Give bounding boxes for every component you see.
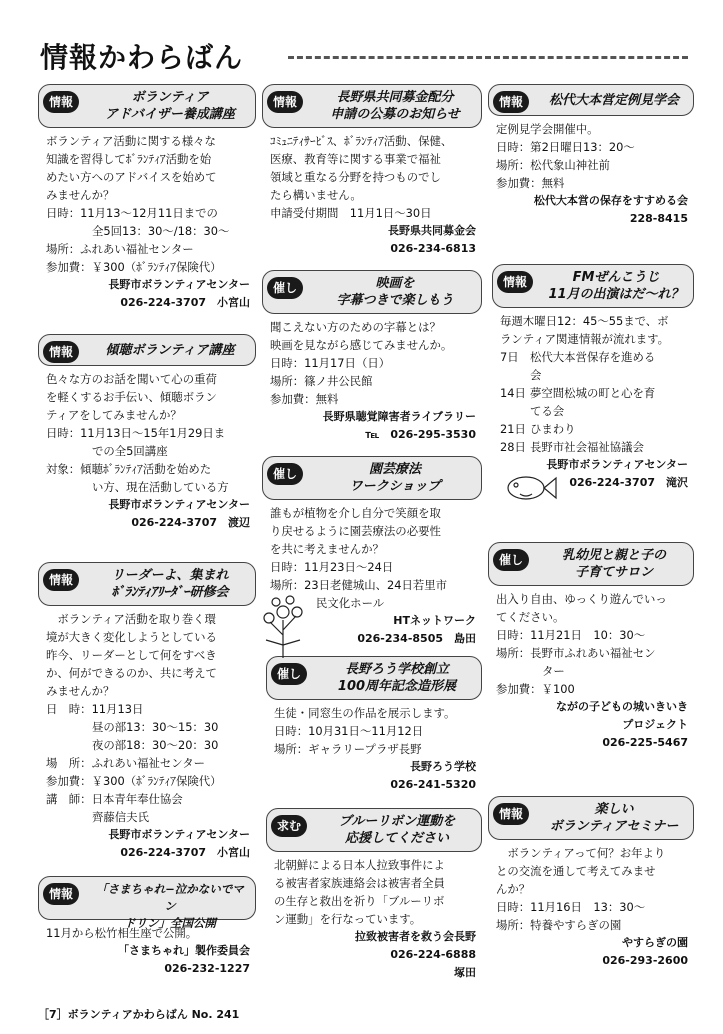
text-line: の生存と救出を祈り「ブルーリボ xyxy=(274,894,445,908)
schedule-row: 28日 長野市社会福祉協議会 xyxy=(500,440,644,454)
text-line: 場所：松代象山神社前 xyxy=(496,158,610,172)
text-line: 知識を習得してﾎﾞﾗﾝﾃｨｱ活動を始 xyxy=(46,152,212,166)
info-badge: 情報 xyxy=(497,271,533,293)
card-leader-training xyxy=(38,562,256,862)
card-title: 映画を 字幕つきで楽しもう xyxy=(336,276,454,308)
schedule-row: 会 xyxy=(530,368,542,382)
text-line: んか？ xyxy=(496,882,531,896)
card-title: 楽しい ボランティアセミナー xyxy=(549,802,679,834)
contact-org: 松代大本営の保存をすすめる会 xyxy=(533,194,688,207)
info-badge: 情報 xyxy=(43,883,79,905)
info-badge: 情報 xyxy=(493,91,529,113)
text-line: 映画を見ながら感じてみませんか。 xyxy=(270,338,453,352)
text-line: 日 時：11月13日 xyxy=(46,702,144,716)
contact-org: 「さまちゃれ」製作委員会 xyxy=(118,944,250,957)
text-line: を軽くするお手伝い、傾聴ボラン xyxy=(46,390,217,404)
info-badge: 情報 xyxy=(43,91,79,113)
text-line: 11月から松竹相生座で公開。 xyxy=(46,926,198,940)
event-badge: 催し xyxy=(271,663,307,685)
card-volunteer-seminar xyxy=(488,796,694,970)
text-line: 場 所：ふれあい福祉センター xyxy=(46,756,206,770)
text-line: 場所：23日老健城山、24日若里市 xyxy=(270,578,448,592)
text-line: 対象：傾聴ﾎﾞﾗﾝﾃｨｱ活動を始めた xyxy=(46,462,212,476)
text-line: 場所：篠ノ井公民館 xyxy=(270,374,373,388)
contact-tel: 026-224-3707 渡辺 xyxy=(131,516,250,529)
text-line: 日時：11月13〜12月11日までの xyxy=(46,206,218,220)
text-line: 医療、教育等に関する事業で福祉 xyxy=(270,152,441,166)
contact-tel: 026-293-2600 xyxy=(602,954,688,967)
text-line: ボランティアって何？お年より xyxy=(496,846,666,860)
contact-tel: 026-234-6813 xyxy=(390,242,476,255)
card-title: 乳幼児と親と子の 子育てサロン xyxy=(561,548,666,580)
text-line: か、何ができるのか、共に考えて xyxy=(46,666,217,680)
event-badge: 催し xyxy=(267,277,303,299)
card-title: 長野県共同募金配分 申請の公募のお知らせ xyxy=(330,90,460,122)
info-badge: 情報 xyxy=(493,803,529,825)
card-listening-volunteer xyxy=(38,334,256,532)
card-title: 「さまちゃれ−泣かないでマン ドリン」全国公開 xyxy=(96,882,244,930)
text-line: たら構いません。 xyxy=(270,188,362,202)
text-line: 齊藤信夫氏 xyxy=(92,810,149,824)
text-line: 全5回13：30〜/18：30〜 xyxy=(92,224,230,238)
text-line: 参加費：￥300（ﾎﾞﾗﾝﾃｨｱ保険代） xyxy=(46,260,222,274)
text-line: ボランティア活動に関する様々な xyxy=(46,134,216,148)
text-line: 出入り自由、ゆっくり遊んでいっ xyxy=(496,592,667,606)
text-line: り戻せるように園芸療法の必要性 xyxy=(270,524,441,538)
card-fm-zenkoji xyxy=(492,264,694,492)
title-rule xyxy=(288,56,688,59)
text-line: 日時：11月23日〜24日 xyxy=(270,560,394,574)
text-line: との交流を通して考えてみませ xyxy=(496,864,656,878)
text-line: 参加費：￥300（ﾎﾞﾗﾝﾃｨｱ保険代） xyxy=(46,774,222,788)
schedule-row: 21日 ひまわり xyxy=(500,422,576,436)
text-line: 聞こえない方のための字幕とは？ xyxy=(270,320,441,334)
card-title: ボランティア アドバイザー養成講座 xyxy=(105,90,235,122)
card-community-chest xyxy=(262,84,482,258)
text-line: めたい方へのアドバイスを始めて xyxy=(46,170,217,184)
card-samachare-film xyxy=(38,876,256,978)
card-deaf-school-exhibit xyxy=(266,656,482,794)
contact-tel: 026-225-5467 xyxy=(602,736,688,749)
contact-tel: ℡ 026-295-3530 xyxy=(365,428,476,441)
text-line: ン運動」を行なっています。 xyxy=(274,912,422,926)
info-badge: 情報 xyxy=(43,341,79,363)
text-line: 昨今、リーダーとして何をすべき xyxy=(46,648,217,662)
text-line: 生徒・同窓生の作品を展示します。 xyxy=(274,706,456,720)
text-line: 参加費：無料 xyxy=(270,392,339,406)
contact-org: 長野市ボランティアセンター xyxy=(108,828,250,841)
text-line: ティアをしてみませんか？ xyxy=(46,408,182,422)
text-line: 場所：長野市ふれあい福祉セン xyxy=(496,646,656,660)
contact-org: 長野ろう学校 xyxy=(410,760,476,773)
contact-tel: 026-224-6888 xyxy=(390,948,476,961)
contact-org: 長野市ボランティアセンター xyxy=(108,278,250,291)
text-line: 日時：11月17日（日） xyxy=(270,356,391,370)
text-line: 定例見学会開催中。 xyxy=(496,122,599,136)
card-title: 園芸療法 ワークショップ xyxy=(349,462,441,494)
contact-org: やすらぎの園 xyxy=(622,936,688,949)
contact-tel: 026-224-3707 滝沢 xyxy=(569,476,688,489)
contact-tel: 026-232-1227 xyxy=(164,962,250,975)
page-footer: ［7］ボランティアかわらばん No. 241 xyxy=(38,1008,240,1021)
schedule-row: 7日 松代大本営保存を進める xyxy=(500,350,656,364)
contact-tel: 026-224-3707 小宮山 xyxy=(120,846,250,859)
text-line: 参加費：無料 xyxy=(496,176,565,190)
card-matsushiro-tour xyxy=(488,84,694,228)
card-volunteer-advisor xyxy=(38,84,256,312)
schedule-row: てる会 xyxy=(530,404,565,418)
text-line: 場所：特養やすらぎの園 xyxy=(496,918,622,932)
page-title: 情報かわらばん xyxy=(40,41,244,74)
card-parenting-salon xyxy=(488,542,694,752)
fish-illustration xyxy=(498,468,558,508)
info-badge: 情報 xyxy=(267,91,303,113)
text-line: 日時：11月13日〜15年1月29日ま xyxy=(46,426,226,440)
contact-person: 塚田 xyxy=(454,966,476,979)
contact-org: 長野県聴覚障害者ライブラリー xyxy=(322,410,476,423)
contact-tel: 026-241-5320 xyxy=(390,778,476,791)
text-line: 北朝鮮による日本人拉致事件によ xyxy=(274,858,445,872)
card-title: FMぜんこうじ 11月の出演はだ〜れ？ xyxy=(548,270,684,302)
card-title: リーダーよ、集まれ ﾎﾞﾗﾝﾃｨｱﾘｰﾀﾞｰ研修会 xyxy=(111,568,229,600)
text-line: 領域と重なる分野を持つものでし xyxy=(270,170,441,184)
contact-org: 長野県共同募金会 xyxy=(388,224,476,237)
contact-org: プロジェクト xyxy=(622,718,688,731)
schedule-row: 14日 夢空間松城の町と心を育 xyxy=(500,386,656,400)
event-badge: 催し xyxy=(267,463,303,485)
text-line: での全5回講座 xyxy=(92,444,168,458)
text-line: 毎週木曜日12：45〜55まで、ボ xyxy=(500,314,669,328)
card-title: 長野ろう学校創立 100周年記念造形展 xyxy=(337,662,457,694)
card-blue-ribbon xyxy=(266,808,482,982)
text-line: を共に考えませんか？ xyxy=(270,542,384,556)
text-line: 日時：11月16日 13：30〜 xyxy=(496,900,646,914)
text-line: 日時：10月31日〜11月12日 xyxy=(274,724,424,738)
text-line: 講 師：日本青年奉仕協会 xyxy=(46,792,183,806)
card-title: ブルーリボン運動を 応援してください xyxy=(338,814,456,846)
text-line: 誰もが植物を介し自分で笑顔を取 xyxy=(270,506,441,520)
text-line: みませんか？ xyxy=(46,684,115,698)
text-line: 色々な方のお話を聞いて心の重荷 xyxy=(46,372,217,386)
text-line: 場所：ギャラリープラザ長野 xyxy=(274,742,422,756)
event-badge: 催し xyxy=(493,549,529,571)
card-title: 松代大本営定例見学会 xyxy=(548,93,679,108)
request-badge: 求む xyxy=(271,815,307,837)
text-line: てください。 xyxy=(496,610,565,624)
text-line: ランティア関連情報が流れます。 xyxy=(500,332,670,346)
card-subtitled-movie xyxy=(262,270,482,444)
contact-org: 長野市ボランティアセンター xyxy=(546,458,688,471)
text-line: い方、現在活動している方 xyxy=(92,480,229,494)
contact-tel: 026-234-8505 島田 xyxy=(357,632,476,645)
contact-tel: 026-224-3707 小宮山 xyxy=(120,296,250,309)
text-line: 夜の部18：30〜20：30 xyxy=(92,738,219,752)
text-line: 日時：11月21日 10：30〜 xyxy=(496,628,646,642)
contact-org: 長野市ボランティアセンター xyxy=(108,498,250,511)
contact-org: ながの子どもの城いきいき xyxy=(556,700,688,713)
text-line: みませんか？ xyxy=(46,188,115,202)
text-line: 場所：ふれあい福祉センター xyxy=(46,242,194,256)
text-line: ター xyxy=(542,664,565,678)
card-title: 傾聴ボランティア講座 xyxy=(105,343,235,358)
text-line: ｺﾐｭﾆﾃｨｻｰﾋﾞｽ、ﾎﾞﾗﾝﾃｨｱ活動、保健、 xyxy=(270,134,453,148)
text-line: 参加費：￥100 xyxy=(496,682,575,696)
text-line: 申請受付期間 11月1日〜30日 xyxy=(270,206,432,220)
text-line: 境が大きく変化しようとしている xyxy=(46,630,217,644)
text-line: 民文化ホール xyxy=(316,596,385,610)
contact-tel: 228-8415 xyxy=(629,212,688,225)
text-line: 昼の部13：30〜15：30 xyxy=(92,720,219,734)
text-line: ボランティア活動を取り巻く環 xyxy=(46,612,216,626)
contact-org: 拉致被害者を救う会長野 xyxy=(355,930,476,943)
text-line: る被害者家族連絡会は被害者全員 xyxy=(274,876,445,890)
info-badge: 情報 xyxy=(43,569,79,591)
flower-illustration xyxy=(256,590,311,660)
contact-org: HTネットワーク xyxy=(393,614,476,627)
text-line: 日時：第2日曜日13：20〜 xyxy=(496,140,635,154)
